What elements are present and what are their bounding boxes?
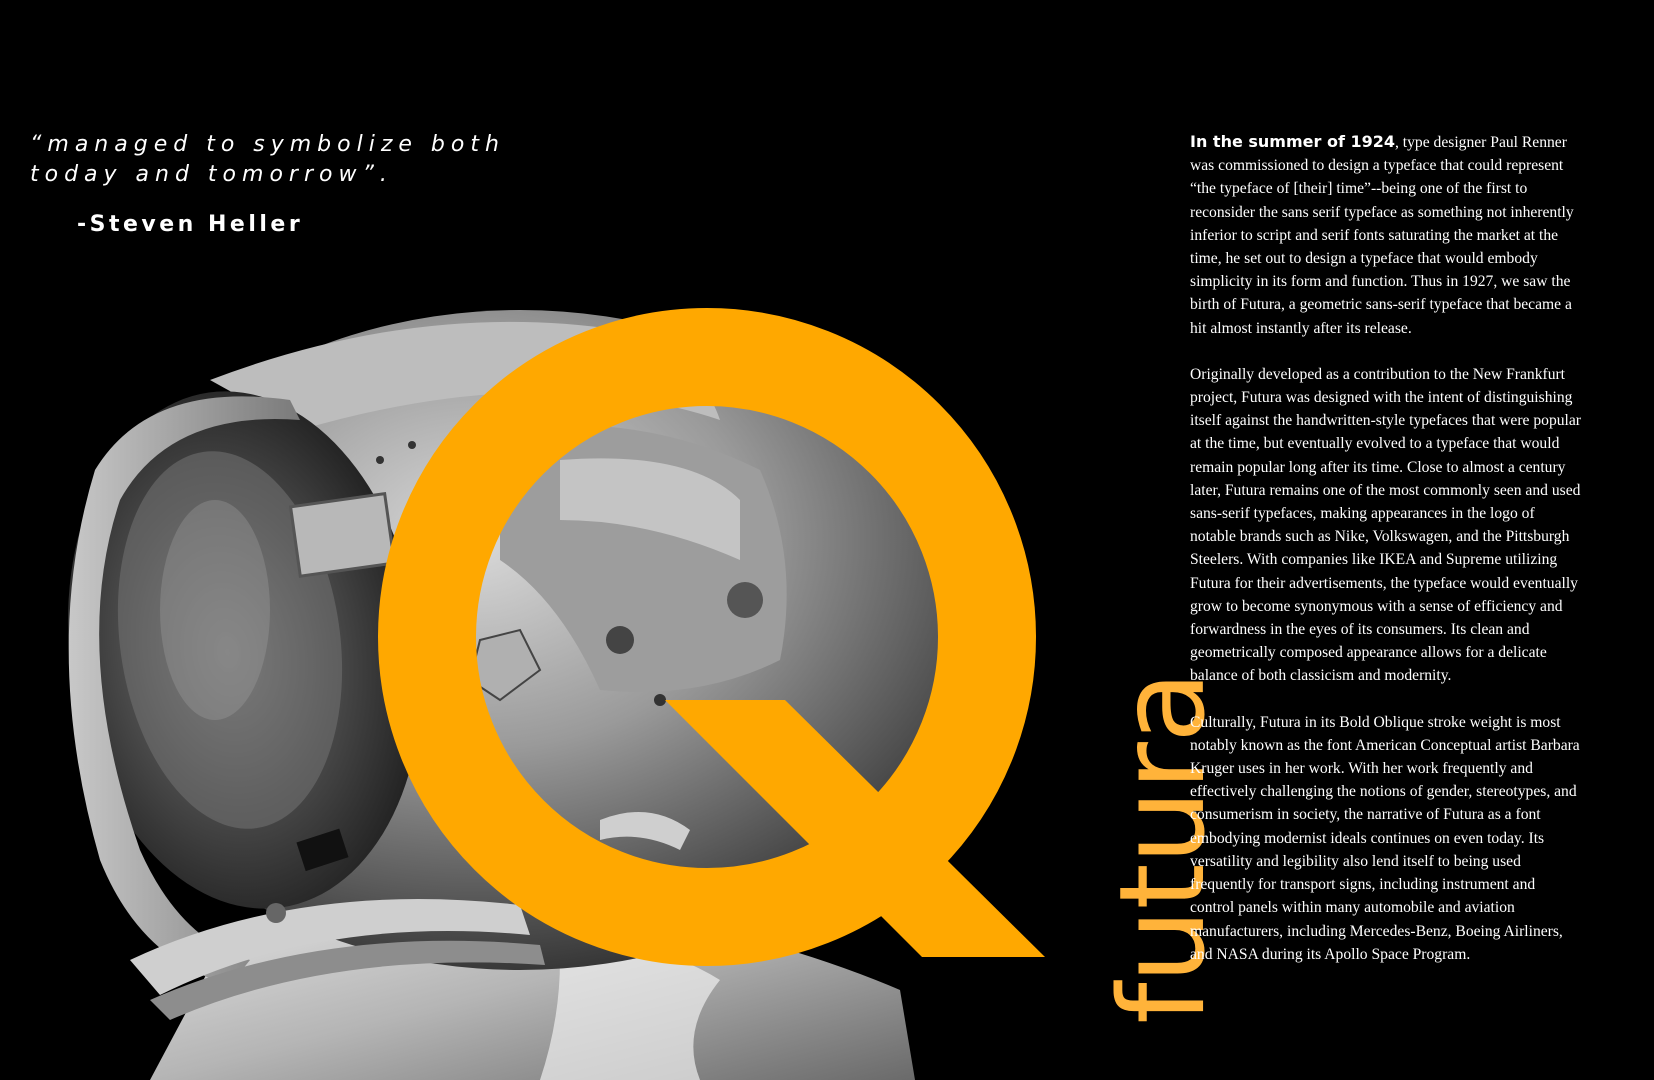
- quote-attribution: -Steven Heller: [77, 212, 304, 237]
- paragraph-1-lead: In the summer of 1924: [1190, 132, 1395, 151]
- paragraph-3: Culturally, Futura in its Bold Oblique stroke weight is most notably known as the font American Conceptual artist Barbara Kruger uses in her work. With her work frequently and effectively challenging the notions of gender, stereotypes, and consumerism in society, the narrative of Futura as a font embodying modernist ideals continues on even today. Its versatility and legibility also lend itself to being used frequently for transport signs, including instrument and control panels within many automobile and aviation manufacturers, including Mercedes-Benz, Boeing Airliners, and NASA during its Apollo Space Program.: [1190, 713, 1580, 963]
- article-body: [1190, 130, 1582, 989]
- paragraph-2: Originally developed as a contribution to the New Frankfurt project, Futura was designed with the intent of distinguishing itself against the handwritten-style typefaces that were popular at the time, but eventually evolved to a typeface that would remain popular long after its time. Close to almost a century later, Futura remains one of the most commonly seen and used sans-serif typefaces, making appearances in the logo of notable brands such as Nike, Volkswagen, and the Pittsburgh Steelers. With companies like IKEA and Supreme utilizing Futura for their advertisements, the typeface would eventually grow to become synonymous with a sense of efficiency and forwardness in the eyes of its consumers. Its clean and geometrically composed appearance allows for a delicate balance of both classicism and modernity.: [1190, 365, 1582, 685]
- paragraph-1: [1190, 130, 1582, 340]
- futura-wordmark: futura: [1093, 671, 1231, 1024]
- pull-quote: “managed to symbolize both today and tomorrow”.: [30, 132, 505, 187]
- paragraph-1-text: , type designer Paul Renner was commissioned to design a typeface that could represent “the typeface of [their] time”--being one of the first to reconsider the sans serif typeface as something not inherently inferior to script and serif fonts saturating the market at the time, he set out to design a typeface that would embody simplicity in its form and function. Thus in 1927, we saw the birth of Futura, a geometric sans-serif typeface that became a hit almost instantly after its release.: [1190, 134, 1574, 337]
